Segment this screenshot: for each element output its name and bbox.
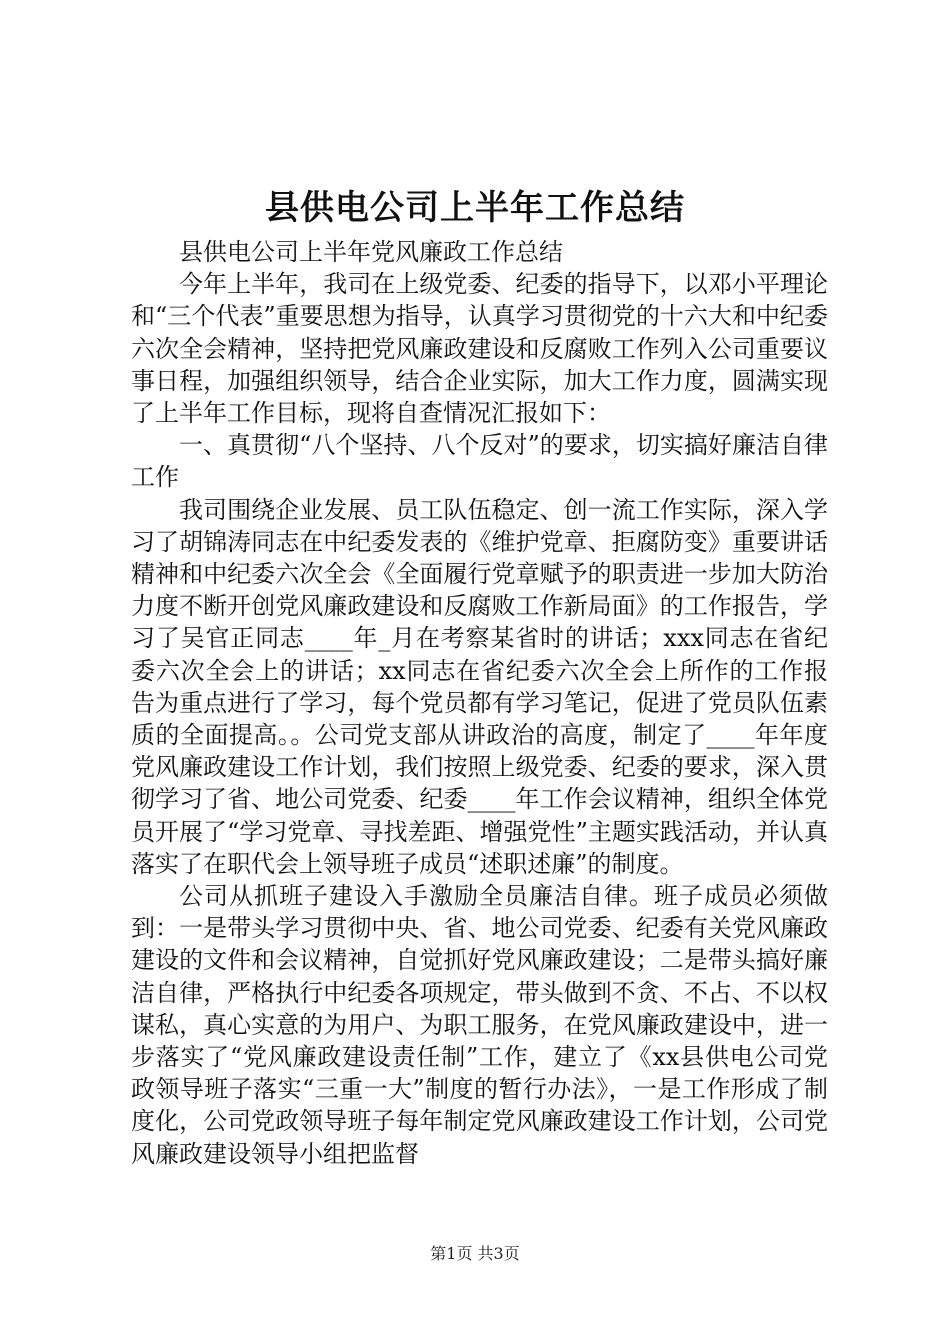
section-heading: 一、真贯彻“八个坚持、八个反对”的要求，切实搞好廉洁自律工作 bbox=[131, 431, 828, 492]
body-paragraph: 我司围绕企业发展、员工队伍稳定、创一流工作实际，深入学习了胡锦涛同志在中纪委发表的《维护党章、拒腐防变》重要讲话精神和中纪委六次全会《全面履行党章赋予的职责进一步加大防治力度不断开创党风廉政建设和反腐败工作新局面》的工作报告，学习了吴官正同志____年_月在考察某省时的讲话；xxx同志在省纪委六次全会上的讲话；xx同志在省纪委六次全会上所作的工作报告为重点进行了学习，每个党员都有学习笔记，促进了党员队伍素质的全面提高。。公司党支部从讲政治的高度，制定了____年年度党风廉政建设工作计划，我们按照上级党委、纪委的要求，深入贯彻学习了省、地公司党委、纪委____年工作会议精神，组织全体党员开展了“学习党章、寻找差距、增强党性”主题实践活动，并认真落实了在职代会上领导班子成员“述职述廉”的制度。 bbox=[131, 495, 828, 878]
subtitle-paragraph: 县供电公司上半年党风廉政工作总结 bbox=[179, 238, 563, 266]
document-body bbox=[131, 236, 828, 1170]
body-paragraph: 公司从抓班子建设入手激励全员廉洁自律。班子成员必须做到：一是带头学习贯彻中央、省、地公司党委、纪委有关党风廉政建设的文件和会议精神，自觉抓好党风廉政建设；二是带头搞好廉洁自律，严格执行中纪委各项规定，带头做到不贪、不占、不以权谋私，真心实意的为用户、为职工服务，在党风廉政建设中，进一步落实了“党风廉政建设责任制”工作，建立了《xx县供电公司党政领导班子落实“三重一大”制度的暂行办法》，一是工作形成了制度化，公司党政领导班子每年制定党风廉政建设工作计划，公司党风廉政建设领导小组把监督 bbox=[131, 882, 828, 1168]
intro-paragraph: 今年上半年，我司在上级党委、纪委的指导下，以邓小平理论和“三个代表”重要思想为指导，认真学习贯彻党的十六大和中纪委六次全会精神，坚持把党风廉政建设和反腐败工作列入公司重要议事日程，加强组织领导，结合企业实际，加大工作力度，圆满实现了上半年工作目标，现将自查情况汇报如下： bbox=[131, 270, 828, 428]
document-title: 县供电公司上半年工作总结 bbox=[265, 188, 685, 228]
page-number: 第1页 共3页 bbox=[430, 1244, 520, 1263]
